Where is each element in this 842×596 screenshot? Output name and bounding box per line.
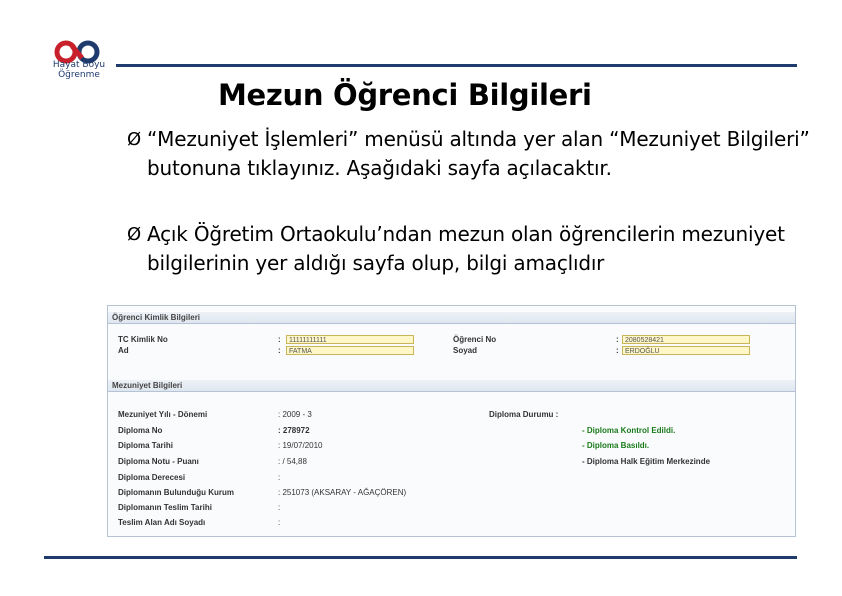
ad-colon: :: [278, 346, 281, 355]
logo-text: [44, 60, 114, 80]
mezuniyet-row-label: Diploma No: [118, 426, 163, 435]
bullet-1-text: “Mezuniyet İşlemleri” menüsü altında yer alan “Mezuniyet Bilgileri” butonuna tıklayınız. Aşağıdaki sayfa açılacaktır.: [147, 127, 810, 180]
slide-title: Mezun Öğrenci Bilgileri: [218, 78, 592, 112]
logo-line2: Öğrenme: [58, 70, 100, 80]
ogrenci-no-field[interactable]: 2080528421: [622, 335, 750, 344]
tc-field[interactable]: 11111111111: [286, 335, 414, 344]
ad-label: Ad: [118, 346, 129, 355]
mezuniyet-row-label: Teslim Alan Adı Soyadı: [118, 518, 206, 527]
mezuniyet-row-label: Diplomanın Bulunduğu Kurum: [118, 488, 234, 497]
mezuniyet-row-value: :: [278, 518, 281, 527]
mezuniyet-row-label: Mezuniyet Yılı - Dönemi: [118, 410, 208, 419]
diploma-durumu-item: - Diploma Kontrol Edildi.: [582, 426, 676, 435]
ogrenci-no-colon: :: [616, 335, 619, 344]
mezuniyet-row-label: Diploma Notu - Puanı: [118, 457, 199, 466]
footer-rule: [44, 556, 797, 559]
mezuniyet-row-value: : / 54,88: [278, 457, 307, 466]
diploma-durumu-item: - Diploma Halk Eğitim Merkezinde: [582, 457, 711, 466]
embedded-screenshot: [107, 305, 796, 537]
arrow-bullet-icon: Ø: [127, 224, 141, 245]
mezuniyet-row-value: :: [278, 473, 281, 482]
mezuniyet-row-value: : 278972: [278, 426, 310, 435]
mezuniyet-row-value: :: [278, 503, 281, 512]
ogrenci-no-label: Öğrenci No: [453, 335, 497, 344]
soyad-label: Soyad: [453, 346, 478, 355]
header-rule: [116, 64, 797, 67]
mezuniyet-row-label: Diplomanın Teslim Tarihi: [118, 503, 212, 512]
ad-field[interactable]: FATMA: [286, 346, 414, 355]
mezuniyet-row-value: : 251073 (AKSARAY - AĞAÇÖREN): [278, 488, 407, 497]
mezuniyet-row-label: Diploma Tarihi: [118, 441, 173, 450]
diploma-durumu-label: Diploma Durumu :: [489, 410, 559, 419]
bullet-2: [127, 220, 827, 278]
mezuniyet-section-header: Mezuniyet Bilgileri: [108, 380, 795, 392]
kimlik-section-header: Öğrenci Kimlik Bilgileri: [108, 312, 795, 324]
arrow-bullet-icon: Ø: [127, 129, 141, 150]
mezuniyet-row-value: : 19/07/2010: [278, 441, 323, 450]
bullet-1: [127, 125, 827, 183]
bullet-2-text: Açık Öğretim Ortaokulu’ndan mezun olan öğrencilerin mezuniyet bilgilerinin yer aldığı sayfa olup, bilgi amaçlıdır: [147, 222, 785, 275]
mezuniyet-row-value: : 2009 - 3: [278, 410, 312, 419]
logo-line1: Hayat Boyu: [52, 60, 106, 70]
tc-label: TC Kimlik No: [118, 335, 168, 344]
diploma-durumu-item: - Diploma Basıldı.: [582, 441, 650, 450]
soyad-colon: :: [616, 346, 619, 355]
tc-colon: :: [278, 335, 281, 344]
mezuniyet-row-label: Diploma Derecesi: [118, 473, 186, 482]
soyad-field[interactable]: ERDOĞLU: [622, 346, 750, 355]
